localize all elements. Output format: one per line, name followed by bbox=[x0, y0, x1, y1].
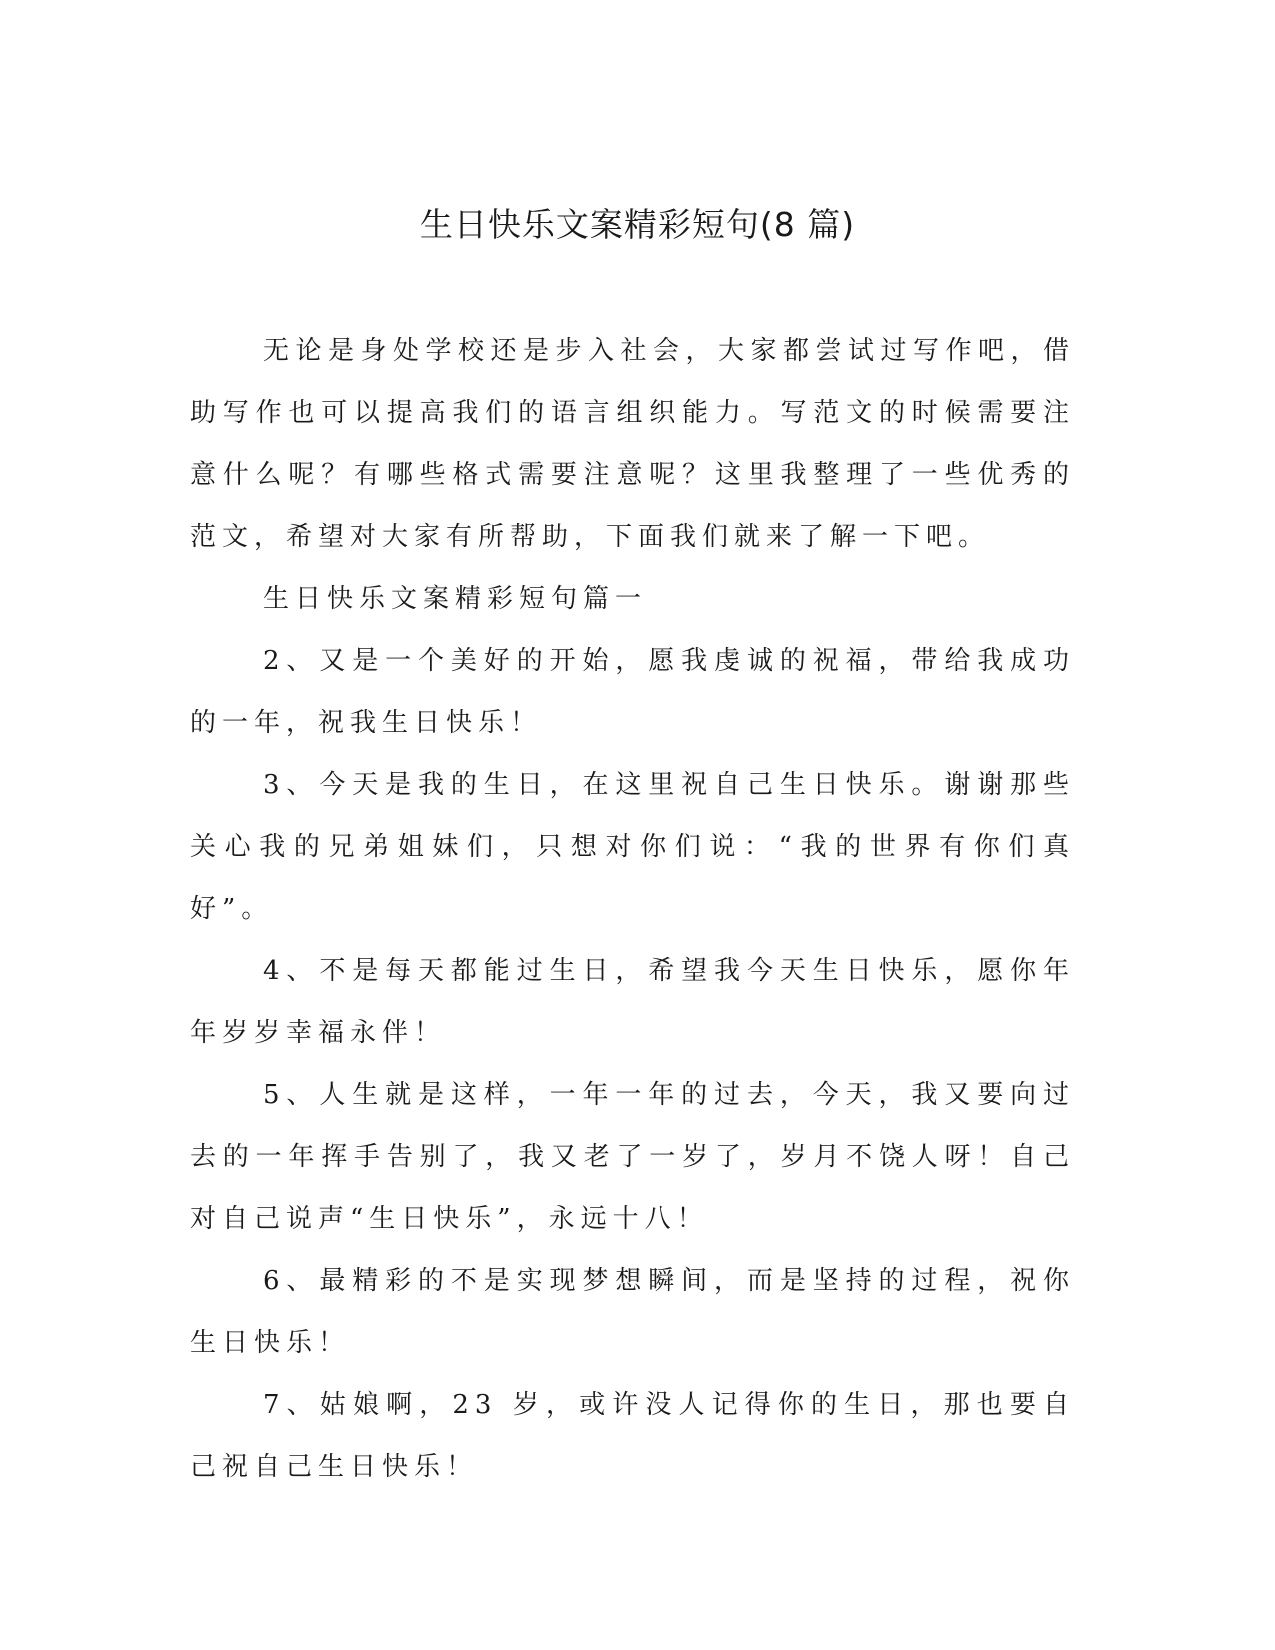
list-item: 5、人生就是这样，一年一年的过去，今天，我又要向过去的一年挥手告别了，我又老了一岁了，岁月不饶人呀！自己对自己说声“生日快乐”，永远十八！ bbox=[190, 1080, 1075, 1234]
section-heading: 生日快乐文案精彩短句篇一 bbox=[263, 584, 648, 614]
list-item: 7、姑娘啊，23 岁，或许没人记得你的生日，那也要自己祝自己生日快乐！ bbox=[190, 1390, 1075, 1482]
list-item: 3、今天是我的生日，在这里祝自己生日快乐。谢谢那些关心我的兄弟姐妹们，只想对你们说：“我的世界有你们真好”。 bbox=[190, 770, 1075, 924]
document-title: 生日快乐文案精彩短句(8 篇) bbox=[419, 205, 856, 244]
intro-paragraph: 无论是身处学校还是步入社会，大家都尝试过写作吧，借助写作也可以提高我们的语言组织能力。写范文的时候需要注意什么呢？有哪些格式需要注意呢？这里我整理了一些优秀的范文，希望对大家有所帮助，下面我们就来了解一下吧。 bbox=[190, 336, 1075, 552]
list-item: 2、又是一个美好的开始，愿我虔诚的祝福，带给我成功的一年，祝我生日快乐！ bbox=[190, 646, 1075, 738]
list-item: 4、不是每天都能过生日，希望我今天生日快乐，愿你年年岁岁幸福永伴！ bbox=[190, 956, 1075, 1048]
list-item: 6、最精彩的不是实现梦想瞬间，而是坚持的过程，祝你生日快乐！ bbox=[190, 1266, 1075, 1358]
document-body bbox=[190, 320, 1075, 1498]
